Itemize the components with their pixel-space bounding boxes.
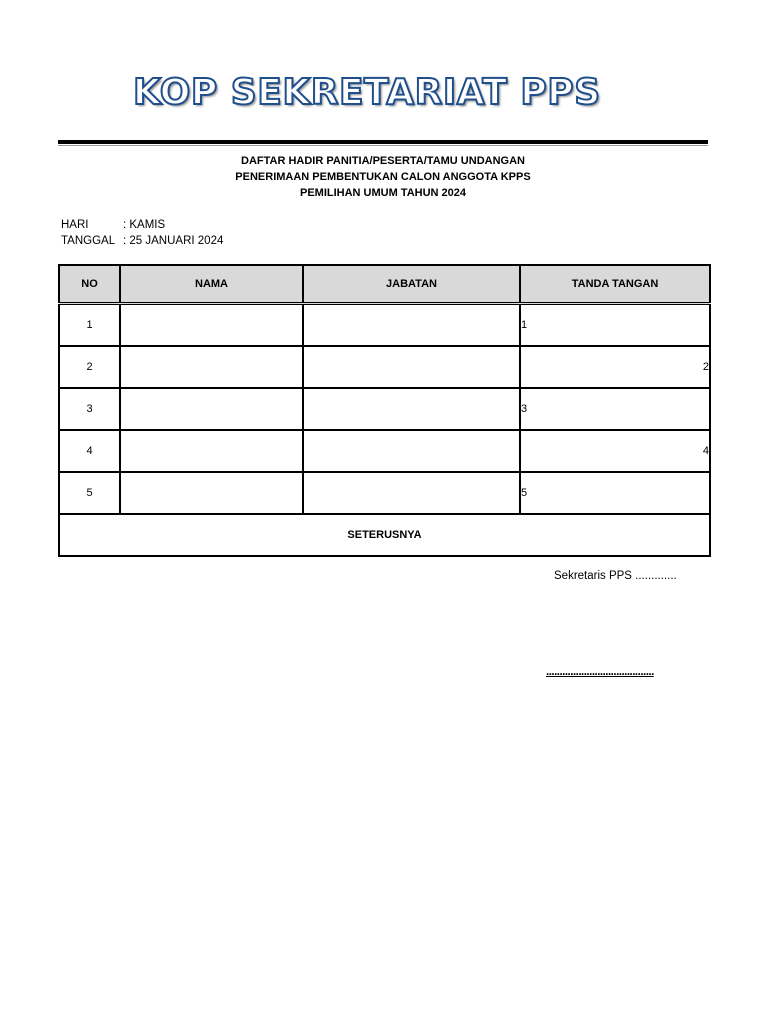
document-title-line-1: DAFTAR HADIR PANITIA/PESERTA/TAMU UNDANGAN: [241, 155, 525, 167]
tanggal-value: : 25 JANUARI 2024: [123, 235, 224, 247]
row-no: 3: [59, 388, 120, 430]
row-nama-cell[interactable]: [120, 304, 303, 347]
row-nama-cell[interactable]: [120, 346, 303, 388]
row-jabatan-cell[interactable]: [303, 388, 520, 430]
row-jabatan-cell[interactable]: [303, 346, 520, 388]
table-footer-seterusnya: SETERUSNYA: [59, 514, 710, 556]
signature-title: Sekretaris PPS .............: [554, 570, 677, 582]
document-title-line-2: PENERIMAAN PEMBENTUKAN CALON ANGGOTA KPPS: [235, 171, 531, 183]
row-jabatan-cell[interactable]: [303, 430, 520, 472]
table-row: [59, 346, 710, 388]
row-no: 2: [59, 346, 120, 388]
row-no: 1: [59, 304, 120, 347]
row-signature-cell[interactable]: 2: [520, 346, 710, 388]
table-row: [59, 304, 710, 347]
tanggal-label: TANGGAL: [61, 235, 116, 247]
row-nama-cell[interactable]: [120, 472, 303, 514]
signature-name-line: ........................................: [546, 666, 654, 678]
row-nama-cell[interactable]: [120, 388, 303, 430]
row-nama-cell[interactable]: [120, 430, 303, 472]
hari-value: : KAMIS: [123, 219, 166, 231]
header-tanda-tangan: TANDA TANGAN: [520, 265, 710, 304]
table-row: [59, 430, 710, 472]
row-jabatan-cell[interactable]: [303, 304, 520, 347]
letterhead-divider-thin: [58, 145, 708, 146]
table-row: [59, 472, 710, 514]
info-tanggal: [61, 233, 223, 249]
header-nama: NAMA: [120, 265, 303, 304]
row-signature-cell[interactable]: 3: [520, 388, 710, 430]
row-signature-cell[interactable]: 4: [520, 430, 710, 472]
hari-label: HARI: [61, 219, 89, 231]
info-hari: [61, 217, 165, 233]
letterhead-title: KOP SEKRETARIAT PPS: [133, 72, 601, 113]
row-no: 5: [59, 472, 120, 514]
document-title-line-3: PEMILIHAN UMUM TAHUN 2024: [299, 187, 467, 199]
table-row: [59, 388, 710, 430]
row-no: 4: [59, 430, 120, 472]
table-footer-row: [59, 514, 710, 556]
row-jabatan-cell[interactable]: [303, 472, 520, 514]
row-signature-cell[interactable]: 5: [520, 472, 710, 514]
table-header-row: [59, 265, 710, 304]
row-signature-cell[interactable]: 1: [520, 304, 710, 347]
header-no: NO: [59, 265, 120, 304]
attendance-table: [58, 264, 711, 557]
letterhead-divider: [58, 140, 708, 144]
header-jabatan: JABATAN: [303, 265, 520, 304]
